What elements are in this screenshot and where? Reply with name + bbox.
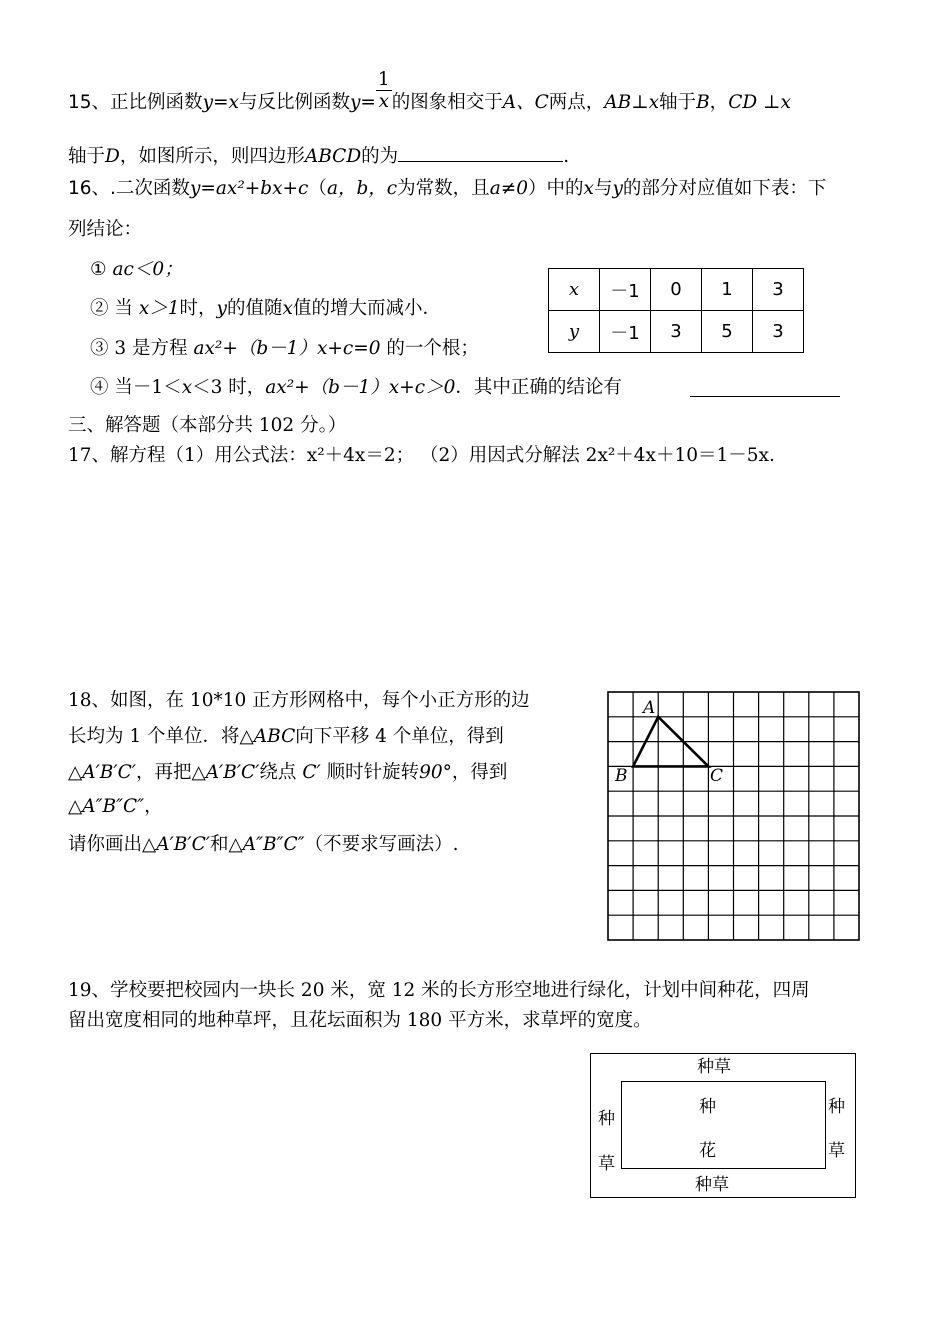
q16-c2f: x <box>282 298 293 319</box>
q16-c2g: 值的增大而减小． <box>292 298 441 319</box>
q18-tri-a1b1c1-2: △A′B′C′ <box>191 762 260 783</box>
q16-cond: a≠0 <box>489 178 528 199</box>
q16-x: x <box>583 178 594 199</box>
q15-ab: AB⊥x <box>604 92 660 113</box>
garden-label-left-2: 草 <box>598 1154 615 1174</box>
garden-label-right-2: 草 <box>828 1141 845 1161</box>
q16-c2a: 当 <box>114 298 133 319</box>
q16-c2e: 的值随 <box>227 298 283 319</box>
q15-points: A、C <box>502 92 549 113</box>
q15-l2c: 的为 <box>361 146 399 167</box>
q18-tri-a2b2c2: △A″B″C″ <box>68 796 145 817</box>
table-row <box>549 311 804 353</box>
q16-c1: ac＜0； <box>112 259 183 280</box>
table-cell: 0 <box>651 269 702 311</box>
garden-label-left-1: 种 <box>598 1109 615 1129</box>
q15-text6: ， <box>709 92 729 113</box>
q18-tri-a2b2c2-2: △A″B″C″ <box>228 834 305 855</box>
q18-l3d: ，得到 <box>451 762 508 783</box>
garden-label-bottom: 种草 <box>695 1175 729 1195</box>
table-cell: 3 <box>753 311 804 353</box>
q15-fraction <box>376 70 392 113</box>
label-b: B <box>615 766 628 786</box>
circle-2-icon: ② <box>90 298 109 319</box>
q16-y: y <box>612 178 623 199</box>
garden-inner-rect <box>621 1081 826 1169</box>
q16-c2d: y <box>216 298 227 319</box>
circle-3-icon: ③ <box>90 338 109 359</box>
q15-cd: CD ⊥x <box>728 92 791 113</box>
q18-tri-a1b1c1: △A′B′C′ <box>68 762 136 783</box>
circle-1-icon: ① <box>90 259 107 280</box>
q18-line1: 18、如图，在 10*10 正方形网格中，每个小正方形的边 <box>68 690 530 711</box>
q18-tri-a1b1c1-3: △A′B′C′ <box>142 834 210 855</box>
q16-line1 <box>68 178 826 200</box>
garden-label-center-2: 花 <box>699 1141 716 1161</box>
q15-b: B <box>696 92 710 113</box>
q16-c4c: ＜3 时， <box>192 377 266 398</box>
q18-l3b: 绕点 <box>259 762 297 783</box>
q16-c3c: 的一个根； <box>386 338 479 359</box>
table-cell: －1 <box>600 269 651 311</box>
label-a: A <box>643 698 656 718</box>
q16-c4b: x <box>181 377 193 398</box>
q15-text: 正比例函数 <box>110 92 203 113</box>
garden-label-right-1: 种 <box>828 1097 845 1117</box>
q15-l2b: ，如图所示，则四边形 <box>119 146 305 167</box>
q16-c3a: 3 是方程 <box>114 338 188 359</box>
q16-c4e: ．其中正确的结论有 <box>455 377 622 398</box>
q15-abcd: ABCD <box>304 146 362 167</box>
q16-conclusion-1 <box>90 259 183 281</box>
value-table <box>548 268 804 353</box>
grid-figure <box>600 686 865 946</box>
q16-conclusion-4 <box>90 377 622 399</box>
table-cell: 3 <box>651 311 702 353</box>
q15-text5: 轴于 <box>659 92 697 113</box>
label-c: C <box>710 766 724 786</box>
circle-4-icon: ④ <box>90 377 109 398</box>
q16-c2b: x＞1 <box>138 298 180 319</box>
fraction-numerator: 1 <box>377 68 390 90</box>
q16-c4a: 当－1＜ <box>114 377 182 398</box>
table-cell: －1 <box>600 311 651 353</box>
garden-label-top: 种草 <box>697 1057 731 1077</box>
q16-conclusion-2 <box>90 298 441 320</box>
table-cell: x <box>549 269 600 311</box>
q16-conclusion-3 <box>90 338 479 360</box>
section-heading: 三、解答题（本部分共 102 分。） <box>68 415 347 436</box>
q16-vars: a，b，c <box>326 178 398 199</box>
q18-tri-abc: △ABC <box>239 726 296 747</box>
q15-d: D <box>105 146 120 167</box>
q18-l2b: 向下平移 4 个单位，得到 <box>295 726 504 747</box>
table-cell: y <box>549 311 600 353</box>
q18-l4: ， <box>144 796 163 817</box>
q16-c4d: ax²+（b－1）x+c＞0 <box>265 377 456 398</box>
q19-line2: 留出宽度相同的地种草坪，且花坛面积为 180 平方米，求草坪的宽度。 <box>68 1010 652 1031</box>
q16-t4: ）中的 <box>528 178 584 199</box>
table-row <box>549 269 804 311</box>
q18-degree: 90° <box>419 762 452 783</box>
grid-lines <box>608 692 859 940</box>
q16-t6: 的部分对应值如下表：下 <box>622 178 827 199</box>
fraction-denominator: x <box>378 90 390 112</box>
table-cell: 5 <box>702 311 753 353</box>
q16-t3: 为常数，且 <box>397 178 490 199</box>
q16-c2c: 时， <box>179 298 217 319</box>
q16-t5: 与 <box>593 178 613 199</box>
q16-t1: 二次函数 <box>115 178 190 199</box>
q15-number: 15、 <box>68 92 111 113</box>
table-cell: 3 <box>753 269 804 311</box>
q16-eq: y=ax²+bx+c <box>189 178 309 199</box>
q19-line1: 19、学校要把校园内一块长 20 米，宽 12 米的长方形空地进行绿化，计划中间种花，四周 <box>68 980 810 1001</box>
q18-l2a: 长均为 1 个单位．将 <box>68 726 240 747</box>
q15-l2a: 轴于 <box>68 146 106 167</box>
q18-l5c: （不要求写画法）. <box>304 834 459 855</box>
q15-text4: 两点， <box>548 92 605 113</box>
answer-blank-16[interactable] <box>690 378 840 397</box>
q15-text2: 与反比例函数 <box>238 92 350 113</box>
q18-l3a: ，再把 <box>135 762 192 783</box>
q18-l5a: 请你画出 <box>68 834 143 855</box>
q16-t2: （ <box>308 178 327 199</box>
q18-line4 <box>68 796 163 818</box>
q18-l5b: 和 <box>209 834 229 855</box>
q18-line3 <box>68 762 507 784</box>
q16-number: 16、. <box>68 178 116 199</box>
q15-eq1: y=x <box>202 92 239 113</box>
q18-line2 <box>68 726 504 748</box>
q18-point-c1: C′ <box>302 762 321 783</box>
q15-end: . <box>563 146 570 167</box>
q15-line2 <box>68 143 569 168</box>
garden-label-center-1: 种 <box>699 1097 716 1117</box>
q15-line1 <box>68 68 791 114</box>
q15-eq2: y= <box>349 92 376 113</box>
q16-line2: 列结论： <box>68 219 143 240</box>
q18-l3c: 顺时针旋转 <box>326 762 420 783</box>
q18-line5 <box>68 834 458 856</box>
q17-text: 17、解方程（1）用公式法：x²＋4x＝2； （2）用因式分解法 2x²＋4x＋10＝1－5x. <box>68 445 775 466</box>
q15-text3: 的图象相交于 <box>391 92 503 113</box>
table-cell: 1 <box>702 269 753 311</box>
q16-c3b: ax²+（b－1）x+c=0 <box>193 338 381 359</box>
answer-blank-15[interactable] <box>398 143 563 162</box>
